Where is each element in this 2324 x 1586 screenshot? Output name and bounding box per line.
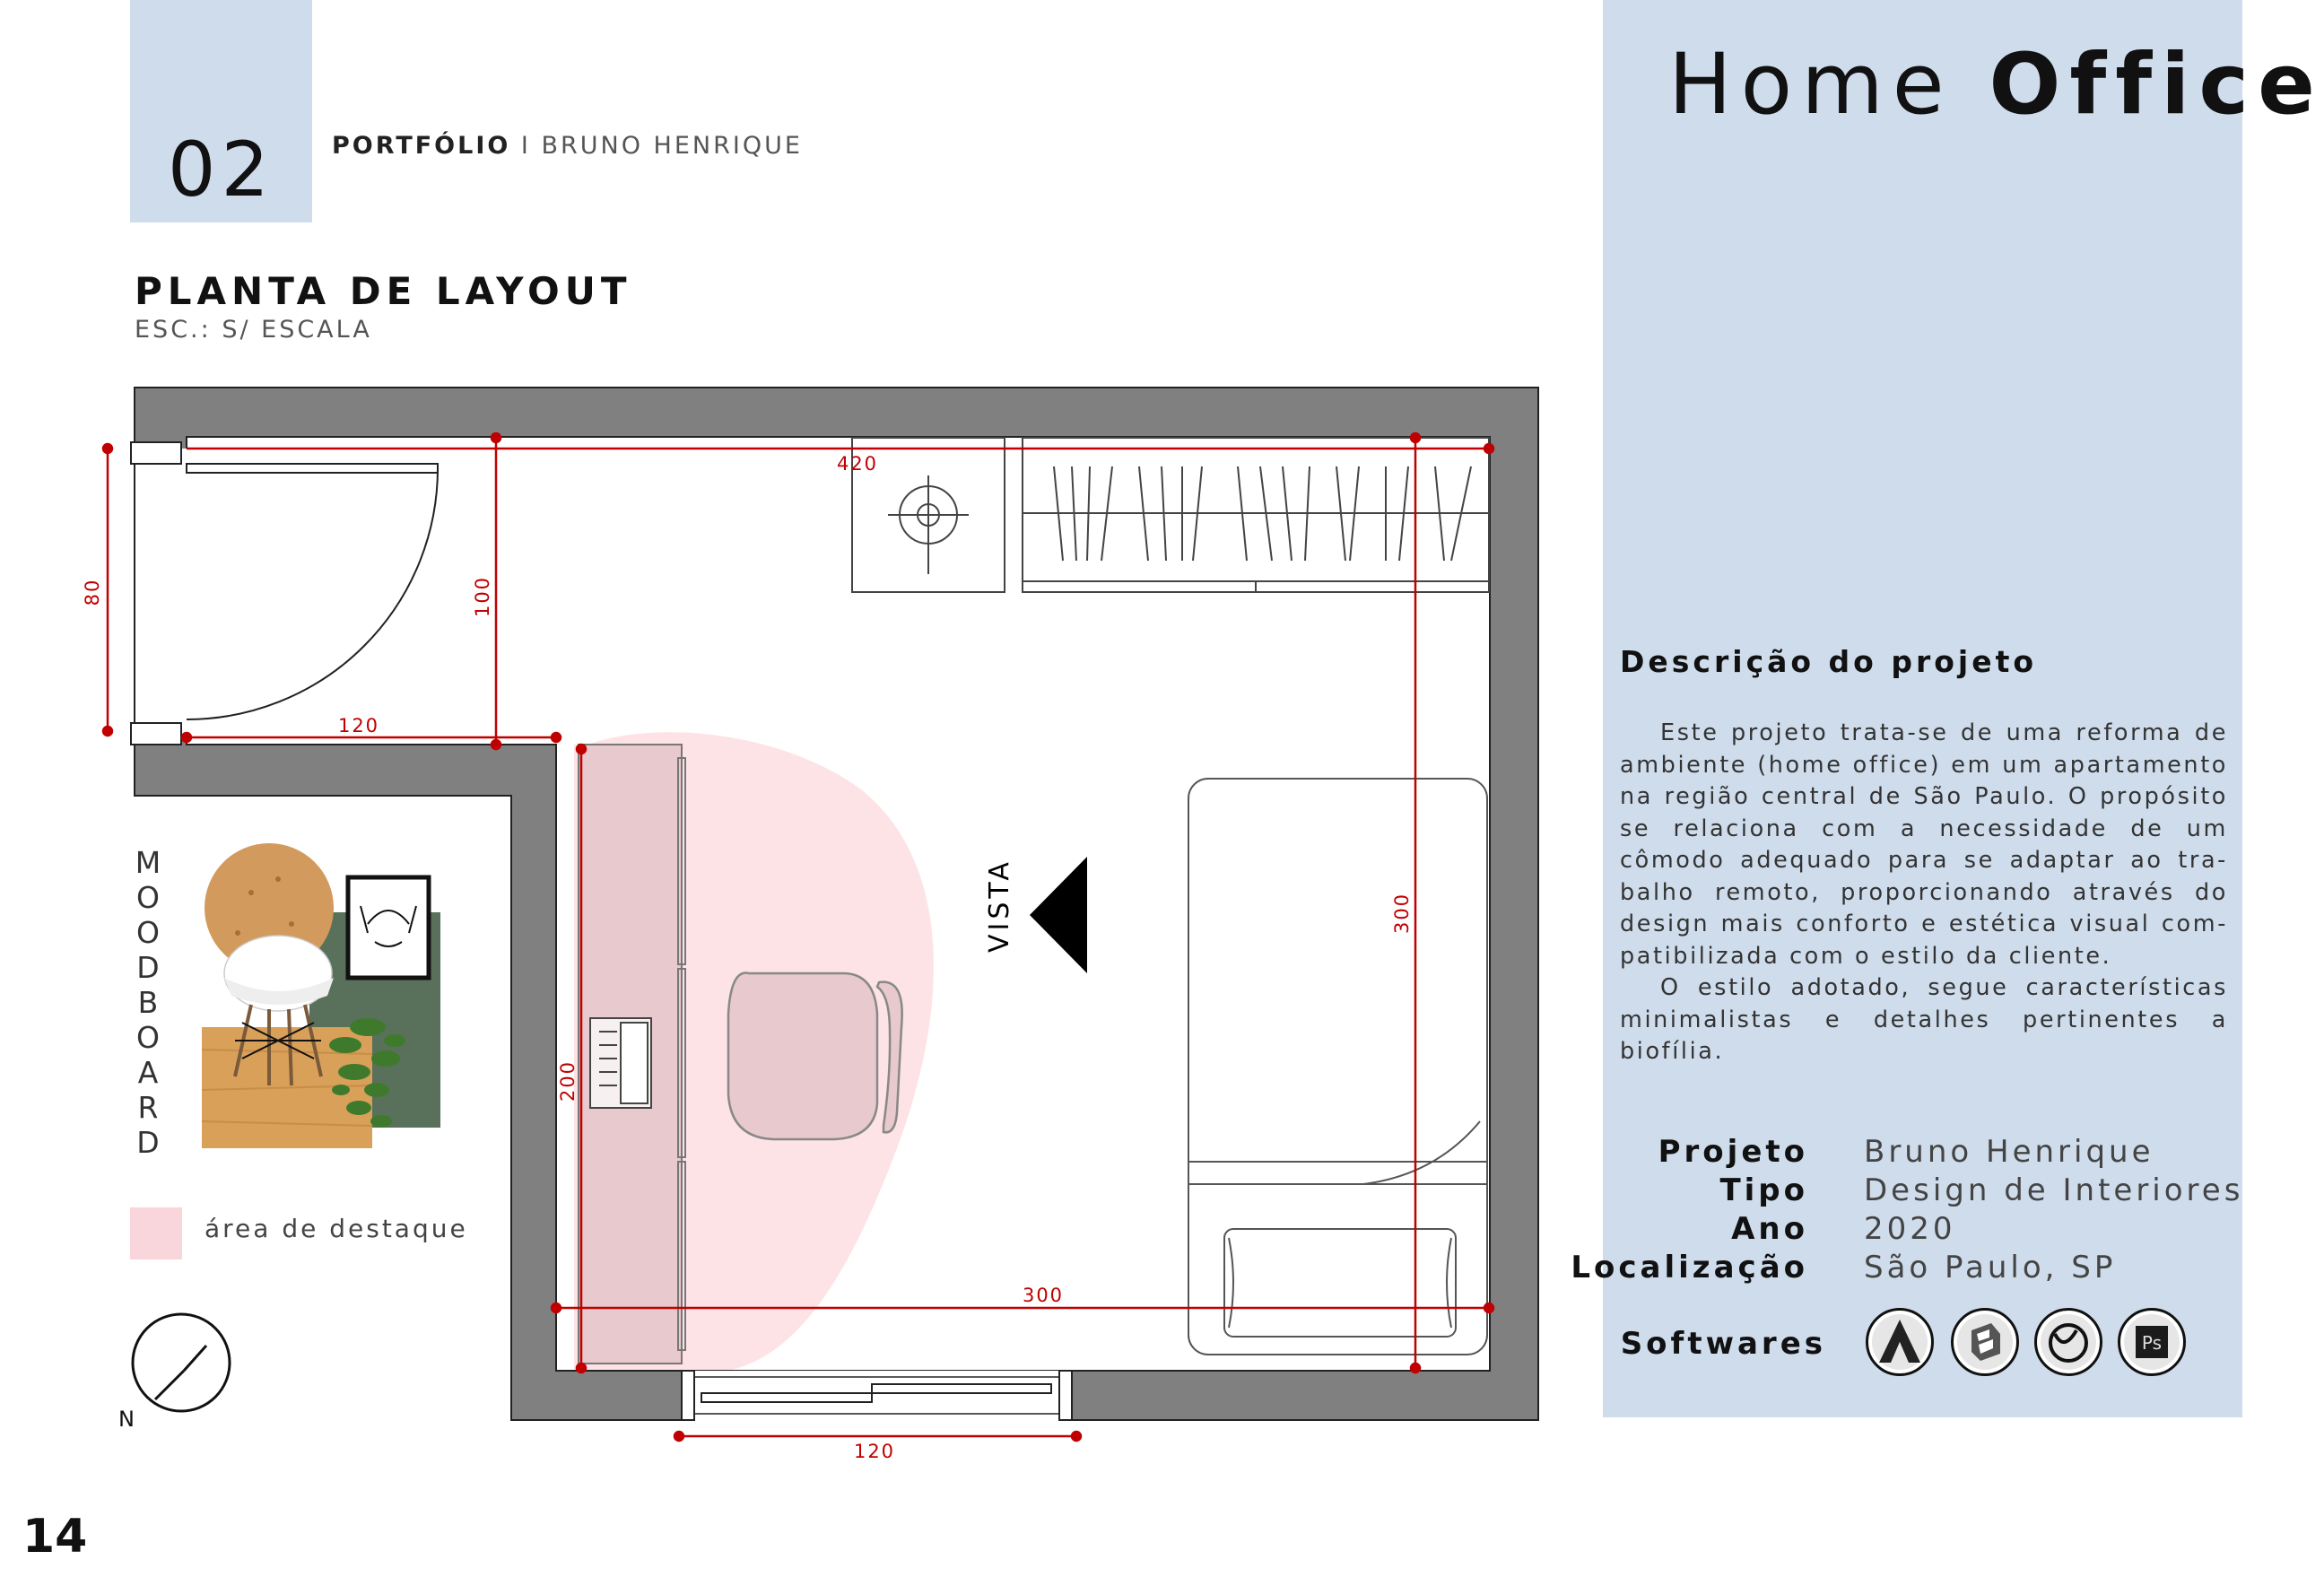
plan-title: PLANTA DE LAYOUT [135,269,632,313]
softwares-label: Softwares [1620,1326,1826,1362]
description-body [1620,718,2228,1068]
moodboard-letter: O [136,1020,160,1055]
legend-swatch [130,1207,182,1259]
vray-icon [2034,1308,2102,1376]
window-sash [872,1384,1051,1393]
portfolio-label: PORTFÓLIO [332,132,511,160]
meta-row-year [1620,1211,2230,1249]
moodboard-letter: D [136,950,160,985]
moodboard-letter: O [136,915,160,950]
description-paragraph: Este projeto trata-se de uma reforma de ambiente (home office) em um apartamento na região central de São Paulo. O propósito se relaciona com a necessidade de um cômodo adequado para se adaptar ao tra-balho remoto, proporcionando através do design mais conforto e estética visual com-patibilizada com o estilo da cliente. [1620,719,2228,970]
meta-row-project [1620,1134,2230,1172]
project-title-light: Home [1668,36,1989,134]
bed [1188,779,1487,1355]
dim-window-width: 120 [853,1441,896,1462]
meta-key: Ano [1731,1211,1808,1247]
dim-top-width: 420 [836,453,879,475]
dim-right-height: 300 [1391,892,1413,935]
sketchup-icon [1951,1308,2019,1376]
moodboard-letter: O [136,880,160,915]
door-leaf [187,464,438,473]
wardrobe [1023,438,1489,592]
dim-desk-length: 200 [557,1059,579,1102]
north-arrow-icon [130,1312,238,1419]
meta-value: Bruno Henrique [1864,1134,2154,1170]
vista-arrow [1030,857,1087,973]
moodboard-letter: B [137,985,159,1020]
dim-upper-depth: 100 [472,575,493,618]
moodboard-letter: D [136,1125,160,1160]
window-jamb [1059,1371,1072,1420]
door-jamb [131,723,181,745]
door-jamb [131,442,181,464]
dim-bottom-width: 300 [1022,1285,1065,1306]
window-sash [701,1393,872,1402]
moodboard-letter: A [137,1055,159,1090]
meta-value: São Paulo, SP [1864,1250,2117,1285]
laptop-icon [590,1018,651,1108]
door-swing [187,468,438,719]
meta-value: 2020 [1864,1211,1956,1247]
description-paragraph: O estilo adotado, segue características minimalistas e detalhes pertinentes a biofília. [1620,974,2228,1065]
meta-row-type [1620,1172,2244,1210]
dim-corridor-width: 120 [337,715,380,736]
meta-row-location [1571,1250,2230,1287]
meta-key: Projeto [1658,1134,1808,1170]
moodboard-letter: R [137,1090,159,1125]
page-number: 14 [22,1510,88,1564]
window-jamb [682,1371,694,1420]
project-title-bold: Office [1989,36,2324,134]
vista-label: VISTA [984,858,1015,953]
author-label: I BRUNO HENRIQUE [510,132,803,160]
door-opening [135,449,188,736]
project-title [1668,36,2324,134]
meta-key: Tipo [1719,1172,1808,1208]
moodboard-letter: M [135,845,161,880]
plan-scale: ESC.: S/ ESCALA [135,316,372,344]
photoshop-icon-label: Ps [2141,1332,2163,1354]
dim-door-height: 80 [82,578,103,606]
photoshop-icon [2118,1308,2186,1376]
moodboard-collage [202,843,440,1148]
meta-key: Localização [1571,1250,1808,1285]
north-label: N [118,1407,135,1432]
art-frame [348,877,429,978]
description-title: Descrição do projeto [1620,644,2038,679]
legend-label: área de destaque [205,1214,468,1243]
section-number: 02 [168,126,274,214]
autocad-icon [1866,1308,1934,1376]
meta-value: Design de Interiores [1864,1172,2244,1208]
